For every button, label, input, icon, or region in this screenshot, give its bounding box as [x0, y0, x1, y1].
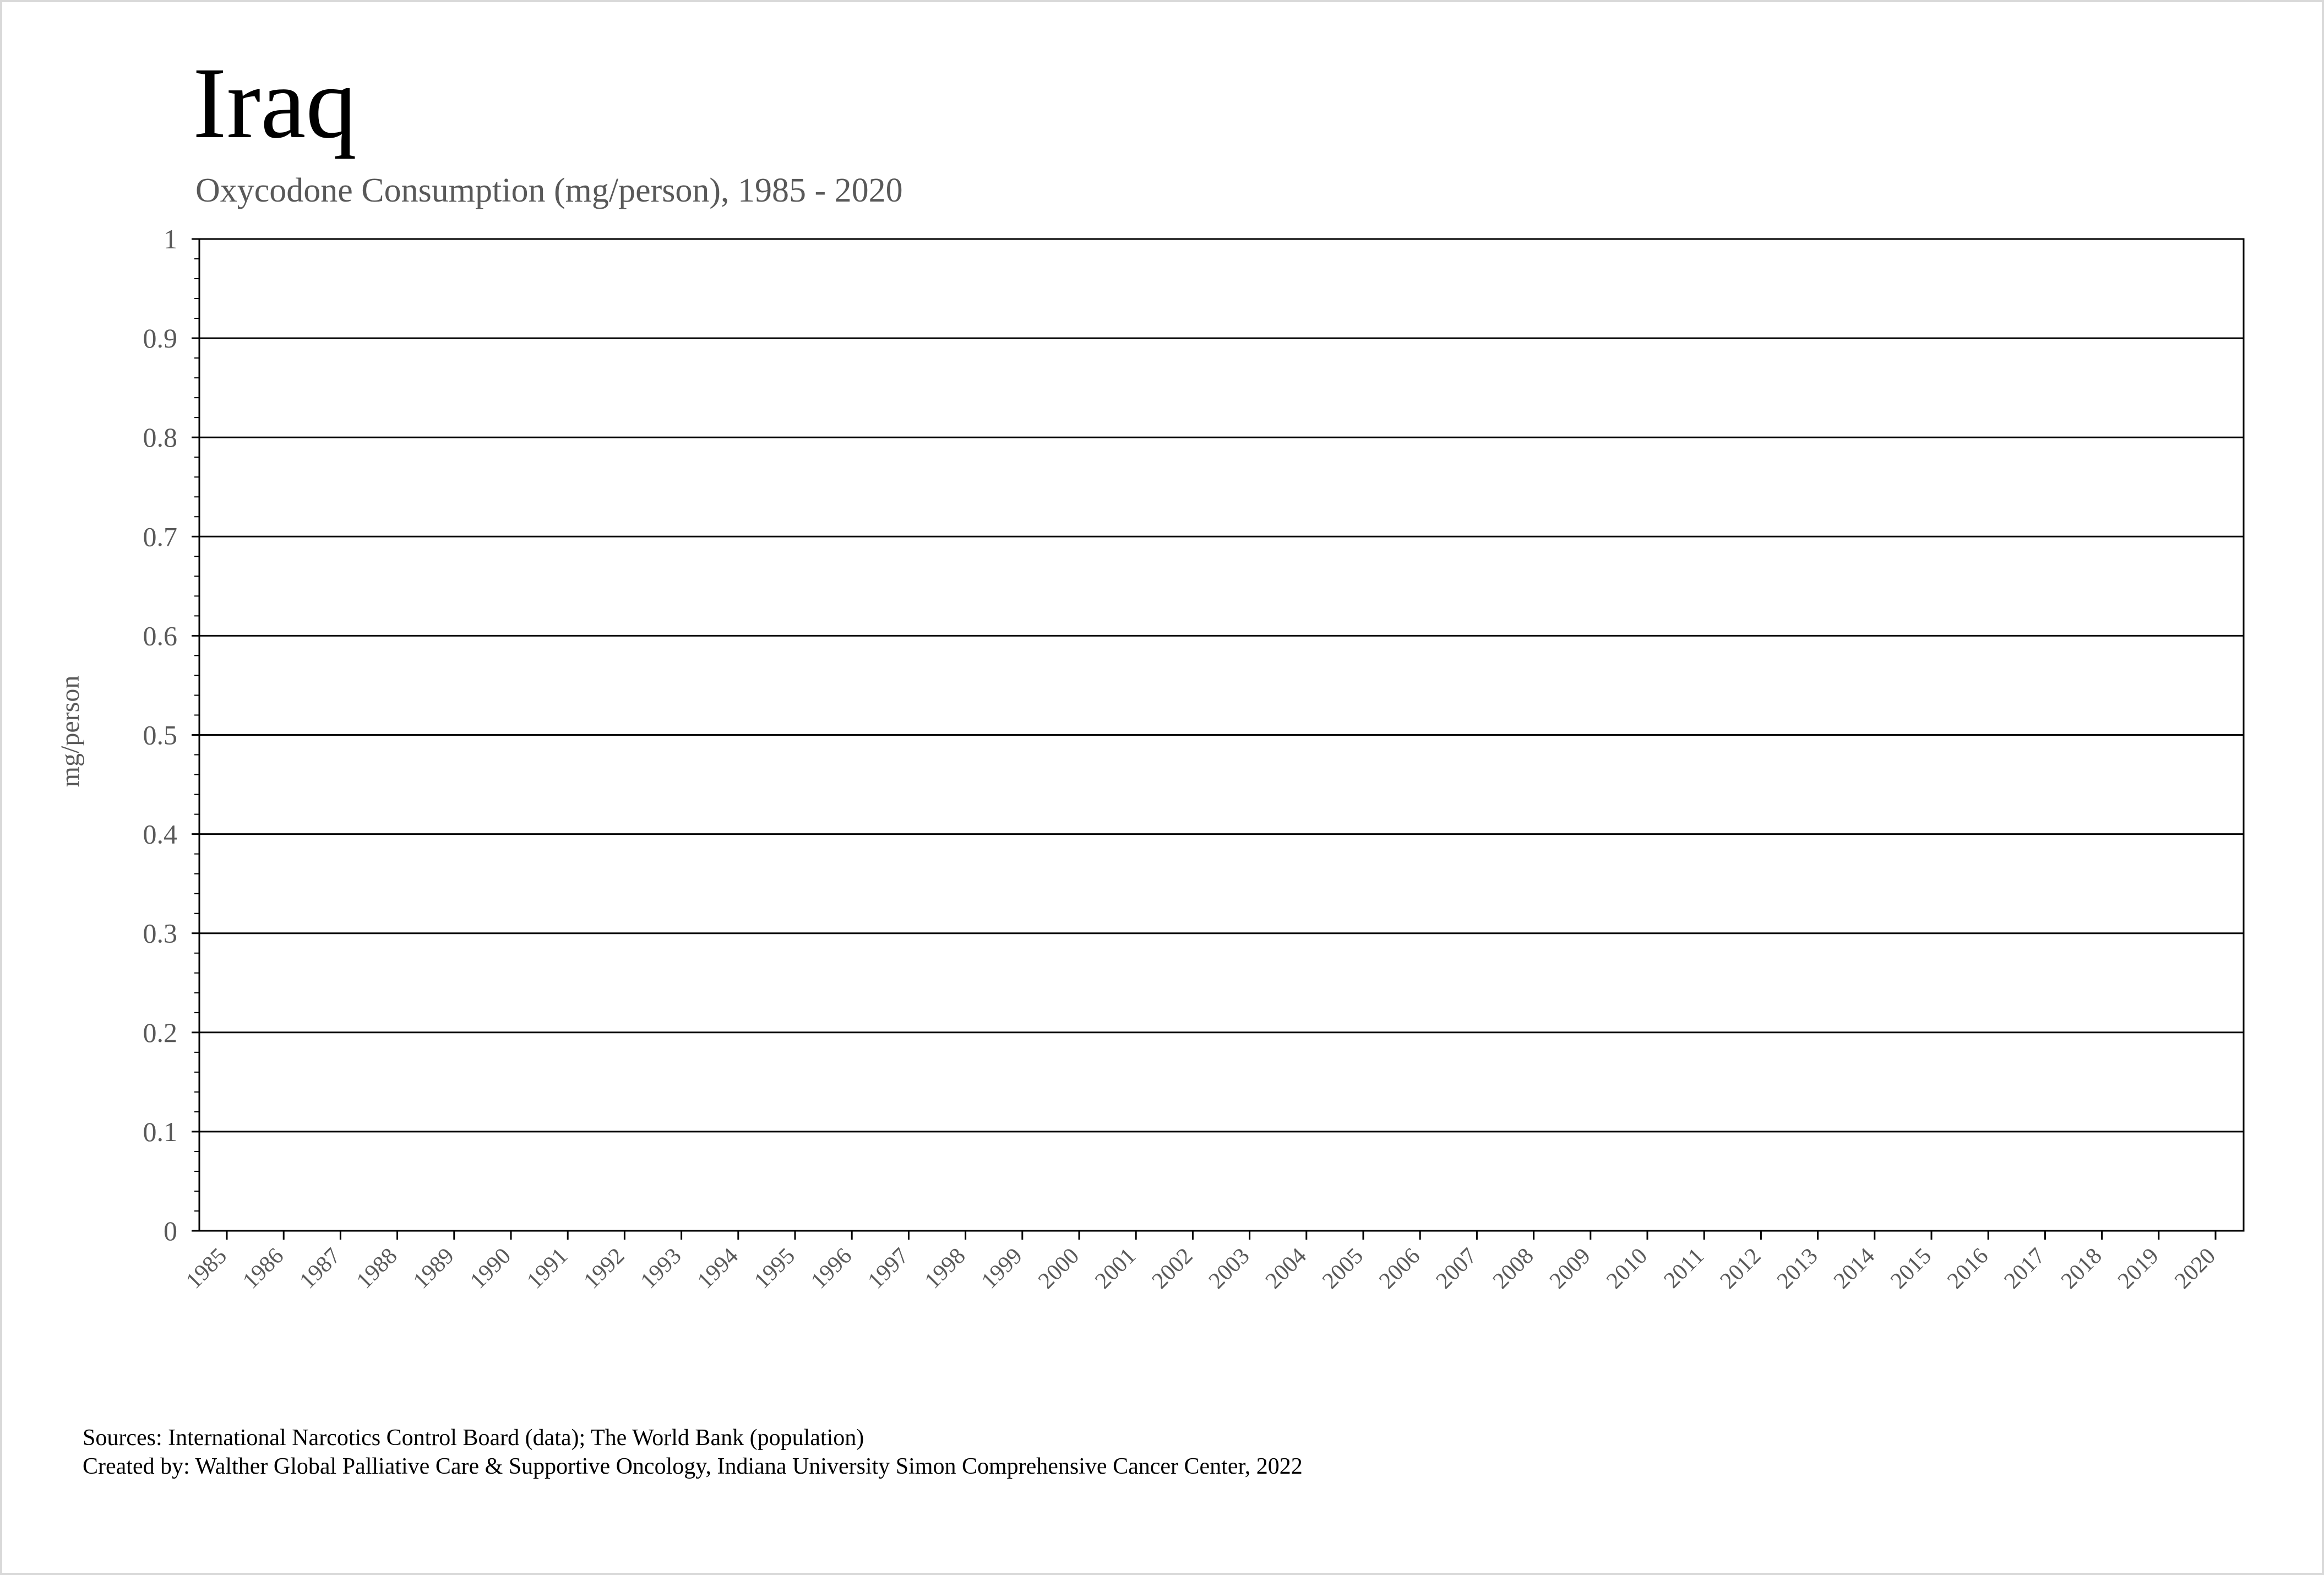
x-tick-label: 2014 — [1828, 1243, 1880, 1294]
x-tick-label: 2020 — [2170, 1243, 2221, 1294]
credits-note: Created by: Walther Global Palliative Care & Supportive Oncology, Indiana University Simon Comprehensive Cancer Center, 2022 — [83, 1454, 1303, 1479]
sources-note: Sources: International Narcotics Control Board (data); The World Bank (population) — [83, 1425, 864, 1451]
gridlines — [192, 239, 2244, 1231]
y-tick-label: 0.5 — [143, 719, 177, 751]
y-tick-label: 0.9 — [143, 323, 177, 354]
footer — [83, 1424, 1303, 1481]
x-tick-label: 2012 — [1715, 1243, 1766, 1294]
x-tick-label: 2001 — [1090, 1243, 1141, 1294]
x-tick-labels — [181, 1243, 2220, 1294]
x-tick-label: 2005 — [1318, 1243, 1369, 1294]
y-tick-label: 0.4 — [143, 818, 177, 850]
x-tick-label: 2015 — [1886, 1243, 1937, 1294]
x-tick-label: 2003 — [1204, 1243, 1255, 1294]
x-tick-label: 1992 — [579, 1243, 630, 1294]
y-tick-label: 0.8 — [143, 422, 177, 453]
y-tick-label: 0 — [164, 1215, 177, 1246]
y-tick-label: 1 — [164, 224, 177, 254]
x-tick-label: 2016 — [1942, 1243, 1994, 1294]
x-tick-label: 2018 — [2056, 1243, 2107, 1294]
x-tick-label: 2010 — [1602, 1243, 1653, 1294]
y-tick-labels — [143, 224, 178, 1246]
y-tick-label: 0.2 — [143, 1017, 177, 1048]
x-tick-label: 1991 — [522, 1243, 573, 1294]
chart-title: Iraq — [193, 47, 357, 160]
x-tick-label: 2013 — [1772, 1243, 1823, 1294]
x-tick-label: 2009 — [1544, 1243, 1596, 1294]
x-tick-label: 1986 — [238, 1243, 289, 1294]
chart-subtitle: Oxycodone Consumption (mg/person), 1985 - 2020 — [195, 172, 903, 209]
x-tick-label: 1994 — [692, 1243, 743, 1294]
x-tick-label: 2007 — [1431, 1243, 1482, 1294]
x-tick-label: 2006 — [1374, 1243, 1425, 1294]
x-tick-label: 2004 — [1260, 1243, 1311, 1294]
y-tick-label: 0.3 — [143, 917, 177, 949]
y-tick-label: 0.7 — [143, 521, 177, 552]
x-tick-label: 1996 — [806, 1243, 857, 1294]
x-tick-label: 1990 — [465, 1243, 516, 1294]
x-tick-label: 1997 — [863, 1243, 914, 1294]
x-tick-label: 1989 — [408, 1243, 459, 1294]
x-tick-label: 2011 — [1659, 1243, 1710, 1294]
x-tick-label: 2008 — [1488, 1243, 1539, 1294]
y-tick-label: 0.6 — [143, 620, 177, 651]
x-tick-label: 1988 — [351, 1243, 402, 1294]
x-tick-label: 1999 — [976, 1243, 1027, 1294]
x-tick-label: 2002 — [1147, 1243, 1198, 1294]
x-ticks — [227, 1231, 2216, 1240]
y-tick-label: 0.1 — [143, 1116, 177, 1147]
x-tick-label: 2019 — [2113, 1243, 2164, 1294]
x-tick-label: 2000 — [1033, 1243, 1085, 1294]
x-tick-label: 1993 — [635, 1243, 687, 1294]
x-tick-label: 1998 — [919, 1243, 971, 1294]
x-tick-label: 2017 — [1999, 1243, 2050, 1294]
x-tick-label: 1995 — [749, 1243, 801, 1294]
x-tick-label: 1985 — [181, 1243, 232, 1294]
x-tick-label: 1987 — [295, 1243, 346, 1294]
y-axis-label: mg/person — [56, 675, 85, 788]
